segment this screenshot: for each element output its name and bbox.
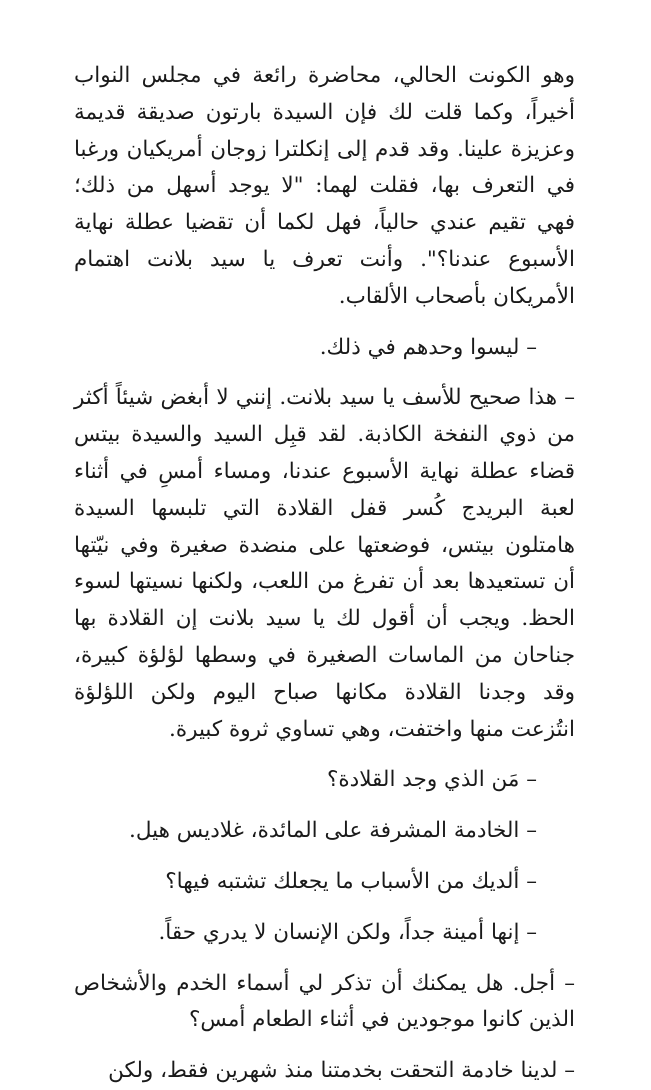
dialogue-line: – ليسوا وحدهم في ذلك. <box>319 334 537 360</box>
dialogue-line: – الخادمة المشرفة على المائدة، غلاديس هيل. <box>129 818 537 844</box>
narration-paragraph: وهو الكونت الحالي، محاضرة رائعة في مجلس النواب أخيراً، وكما قلت لك فإن السيدة بارتون صديقة قديمة وعزيزة علينا. وقد قدم إلى إنكلترا زوجان أمريكيان ورغبا في التعرف بها، فقلت لهما: "لا يوجد أسهل من ذلك؛ فهي تقيم عندي حالياً، فهل لكما أن تقضيا عطلة نهاية الأسبوع عندنا؟". وأنت تعرف يا سيد بلانت اهتمام الأمريكان بأصحاب الألقاب. <box>74 63 575 309</box>
dialogue-paragraph: – أجل. هل يمكنك أن تذكر لي أسماء الخدم والأشخاص الذين كانوا موجودين في أثناء الطعام أمس؟ <box>74 970 575 1033</box>
dialogue-line: – ألديك من الأسباب ما يجعلك تشتبه فيها؟ <box>165 868 537 894</box>
dialogue-line: – مَن الذي وجد القلادة؟ <box>326 767 537 793</box>
dialogue-line: – إنها أمينة جداً، ولكن الإنسان لا يدري حقاً. <box>158 919 537 945</box>
dialogue-paragraph: – هذا صحيح للأسف يا سيد بلانت. إنني لا أبغض شيئاً أكثر من ذوي النفخة الكاذبة. لقد قبِل السيد والسيدة بيتس قضاء عطلة نهاية الأسبوع عندنا، ومساء أمسِ في أثناء لعبة البريدج كُسر قفل القلادة التي تلبسها السيدة هامتلون بيتس، فوضعتها على منضدة صغيرة وفي نيّتها أن تستعيدها بعد أن تفرغ من اللعب، ولكنها نسيتها لسوء الحظ. ويجب أن أقول لك يا سيد بلانت إن القلادة بها جناحان من الماسات الصغيرة في وسطها لؤلؤة كبيرة، وقد وجدنا القلادة مكانها صباح اليوم ولكن اللؤلؤة انتُزعت منها واختفت، وهي تساوي ثروة كبيرة. <box>74 385 575 742</box>
dialogue-paragraph: – لدينا خادمة التحقت بخدمتنا منذ شهرين فقط، ولكن <box>108 1058 575 1084</box>
